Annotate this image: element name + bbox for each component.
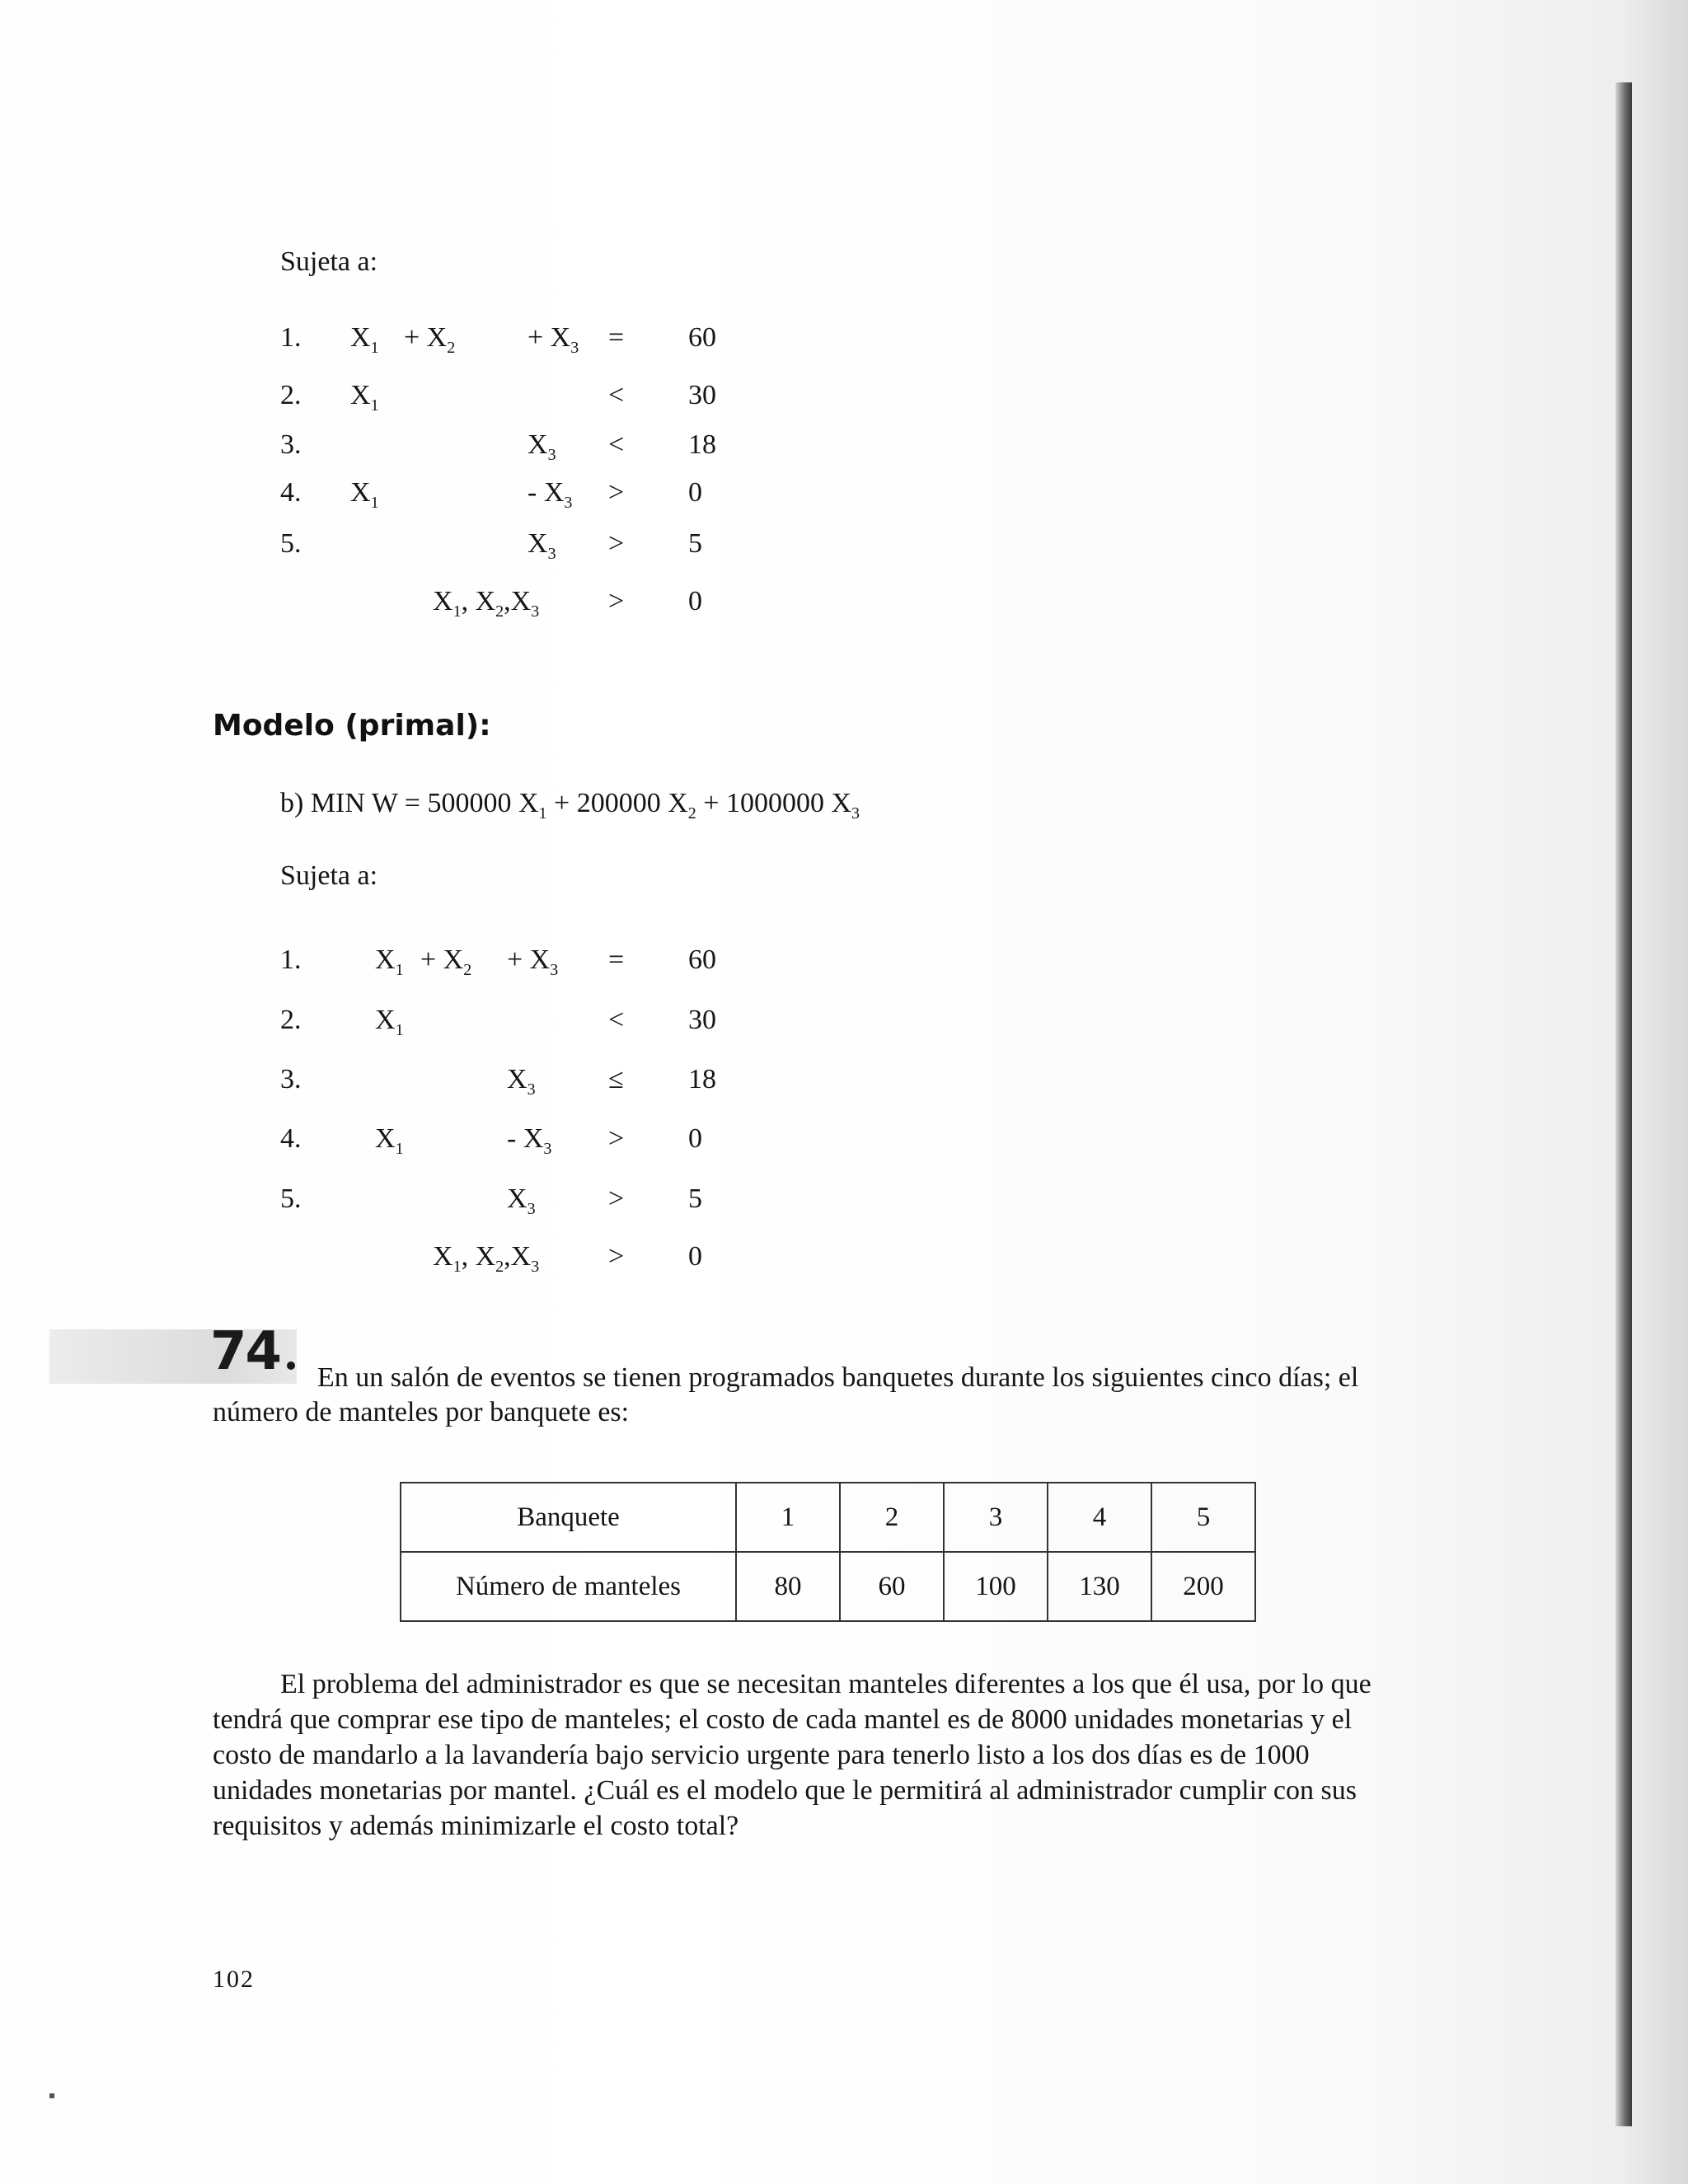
problem-paragraph bbox=[213, 1666, 1441, 1844]
section-heading-primal: Modelo (primal): bbox=[213, 709, 491, 743]
constraint-number: 5. bbox=[280, 528, 302, 559]
table-cell: 4 bbox=[1048, 1483, 1151, 1552]
rhs-value: 0 bbox=[688, 1123, 702, 1154]
nonnegativity-terms: $X_1$, $X_2,X_3$ bbox=[433, 1241, 540, 1276]
relation-sign: < bbox=[608, 429, 625, 460]
paragraph-line: tendrá que comprar ese tipo de manteles; el costo de cada mantel es de 8000 unidades monetarias y el bbox=[213, 1704, 1353, 1735]
relation-sign: > bbox=[608, 1241, 625, 1272]
paragraph-line: requisitos y además minimizarle el costo total? bbox=[213, 1811, 739, 1841]
rhs-value: 18 bbox=[688, 1064, 716, 1094]
constraint-number: 1. bbox=[280, 322, 302, 353]
term-x3: + $X_3$ bbox=[507, 944, 559, 979]
paragraph-line: costo de mandarlo a la lavandería bajo servicio urgente para tenerlo listo a los dos días es de 1000 bbox=[213, 1740, 1310, 1770]
term-x3: $X_3$ bbox=[507, 1064, 536, 1099]
table-cell: 100 bbox=[944, 1552, 1048, 1621]
term-x3: $X_3$ bbox=[507, 1183, 536, 1218]
sujeta-a-label-2: Sujeta a: bbox=[280, 860, 378, 891]
term-x3: $X_3$ bbox=[528, 528, 556, 563]
rhs-value: 60 bbox=[688, 944, 716, 975]
table-cell: 5 bbox=[1151, 1483, 1255, 1552]
term-x3: - $X_3$ bbox=[528, 477, 573, 512]
rhs-value: 60 bbox=[688, 322, 716, 353]
table-cell: 2 bbox=[840, 1483, 944, 1552]
term-x3: - $X_3$ bbox=[507, 1123, 552, 1158]
page-edge-shadow bbox=[1615, 82, 1632, 2126]
constraint-number: 3. bbox=[280, 1064, 302, 1094]
table-cell: 200 bbox=[1151, 1552, 1255, 1621]
scan-mark bbox=[49, 2093, 54, 2098]
relation-sign: = bbox=[608, 322, 625, 353]
relation-sign: < bbox=[608, 380, 625, 410]
sujeta-a-label-1: Sujeta a: bbox=[280, 246, 378, 277]
nonnegativity-terms: $X_1$, $X_2,X_3$ bbox=[433, 586, 540, 621]
term-x1: $X_1$ bbox=[375, 944, 404, 979]
term-x3: + $X_3$ bbox=[528, 322, 579, 357]
relation-sign: > bbox=[608, 586, 625, 616]
constraint-number: 2. bbox=[280, 1005, 302, 1035]
rhs-value: 30 bbox=[688, 1005, 716, 1035]
table-row-label: Número de manteles bbox=[401, 1552, 736, 1621]
term-x1: $X_1$ bbox=[375, 1005, 404, 1039]
rhs-value: 18 bbox=[688, 429, 716, 460]
table-cell: 80 bbox=[736, 1552, 840, 1621]
constraint-number: 4. bbox=[280, 477, 302, 508]
problem-intro-line-1: En un salón de eventos se tienen programados banquetes durante los siguientes cinco días; el bbox=[317, 1362, 1359, 1393]
problem-number: 74 bbox=[210, 1321, 281, 1382]
term-x1: $X_1$ bbox=[350, 380, 379, 415]
paragraph-line: El problema del administrador es que se necesitan manteles diferentes a los que él usa, por lo que bbox=[280, 1669, 1372, 1699]
table-row bbox=[401, 1483, 1255, 1552]
term-x3: $X_3$ bbox=[528, 429, 556, 464]
table-cell: 3 bbox=[944, 1483, 1048, 1552]
banquet-table bbox=[400, 1482, 1256, 1622]
objective-function: b) MIN W = 500000 $X_1 + 200000$ $X_2 + 1000000$ $X_3$ bbox=[280, 788, 860, 823]
rhs-value: 0 bbox=[688, 1241, 702, 1272]
rhs-value: 5 bbox=[688, 528, 702, 559]
relation-sign: ≤ bbox=[608, 1064, 624, 1094]
table-cell: 130 bbox=[1048, 1552, 1151, 1621]
constraint-number: 3. bbox=[280, 429, 302, 460]
relation-sign: > bbox=[608, 528, 625, 559]
table-cell: 60 bbox=[840, 1552, 944, 1621]
term-x2: + $X_2$ bbox=[404, 322, 456, 357]
problem-intro-line-2: número de manteles por banquete es: bbox=[213, 1397, 630, 1427]
term-x2: + $X_2$ bbox=[420, 944, 472, 979]
relation-sign: > bbox=[608, 1183, 625, 1214]
relation-sign: > bbox=[608, 1123, 625, 1154]
relation-sign: > bbox=[608, 477, 625, 508]
term-x1: $X_1$ bbox=[350, 322, 379, 357]
rhs-value: 0 bbox=[688, 586, 702, 616]
problem-bullet bbox=[287, 1361, 295, 1370]
rhs-value: 5 bbox=[688, 1183, 702, 1214]
relation-sign: = bbox=[608, 944, 625, 975]
constraint-number: 1. bbox=[280, 944, 302, 975]
table-cell: 1 bbox=[736, 1483, 840, 1552]
constraint-number: 4. bbox=[280, 1123, 302, 1154]
page-number: 102 bbox=[213, 1966, 255, 1993]
table-row bbox=[401, 1552, 1255, 1621]
constraint-number: 2. bbox=[280, 380, 302, 410]
table-row-label: Banquete bbox=[401, 1483, 736, 1552]
paragraph-line: unidades monetarias por mantel. ¿Cuál es el modelo que le permitirá al administrador cumplir con sus bbox=[213, 1775, 1357, 1806]
rhs-value: 0 bbox=[688, 477, 702, 508]
constraint-number: 5. bbox=[280, 1183, 302, 1214]
rhs-value: 30 bbox=[688, 380, 716, 410]
term-x1: $X_1$ bbox=[350, 477, 379, 512]
term-x1: $X_1$ bbox=[375, 1123, 404, 1158]
relation-sign: < bbox=[608, 1005, 625, 1035]
